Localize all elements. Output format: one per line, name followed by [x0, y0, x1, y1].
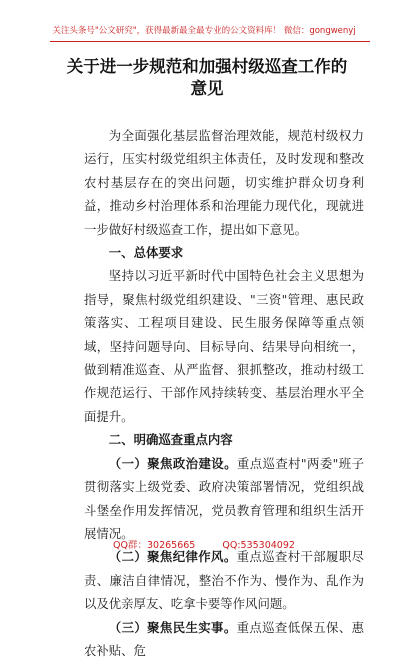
item-label: （一）聚焦政治建设。 — [108, 455, 237, 471]
footer-contact — [0, 537, 408, 551]
item-text: 重点巡查村干部履职尽责、廉洁自律情况，整治不作为、慢作为、乱作为以及优亲厚友、吃拿卡要等作风问题。 — [84, 549, 365, 612]
document-body — [84, 124, 364, 662]
list-item — [84, 616, 364, 662]
item-label: （二）聚焦纪律作风。 — [108, 549, 237, 565]
intro-paragraph: 为全面强化基层监督治理效能，规范村级权力运行，压实村级党组织主体责任，及时发现和整改农村基层存在的突出问题，切实维护群众切身利益，推动乡村治理体系和治理能力现代化，现就进一步做好村级巡查工作，提出如下意见。 — [84, 128, 364, 237]
header-divider — [50, 41, 370, 42]
section-heading: 一、总体要求 — [108, 245, 184, 261]
document-title: 关于进一步规范和加强村级巡查工作的意见 — [66, 57, 348, 98]
header-promo-note: 关注头条号"公文研究"，获得最新最全最专业的公文资料库！ 微信：gongwenyj — [52, 26, 356, 36]
list-item — [84, 545, 364, 615]
footer-qq-group: QQ群：30265665 — [113, 540, 196, 551]
item-text: 重点巡查低保五保、惠农补贴、危 — [84, 619, 365, 658]
footer-qq: QQ:535304092 — [222, 540, 295, 551]
item-label: （三）聚焦民生实事。 — [108, 619, 237, 635]
section-paragraph: 坚持以习近平新时代中国特色社会主义思想为指导，聚焦村级党组织建设、"三资"管理、惠民政策落实、工程项目建设、民生服务保障等重点领域，坚持问题导向、目标导向、结果导向相统一，做到精准巡查、从严监督、狠抓整改，推动村级工作规范运行、干部作风持续转变、基层治理水平全面提升。 — [84, 268, 364, 424]
section-heading: 二、明确巡查重点内容 — [108, 432, 233, 448]
list-item — [84, 452, 364, 546]
item-text: 重点巡查村"两委"班子贯彻落实上级党委、政府决策部署情况，党组织战斗堡垒作用发挥情况，党员教育管理和组织生活开展情况。 — [84, 455, 364, 541]
